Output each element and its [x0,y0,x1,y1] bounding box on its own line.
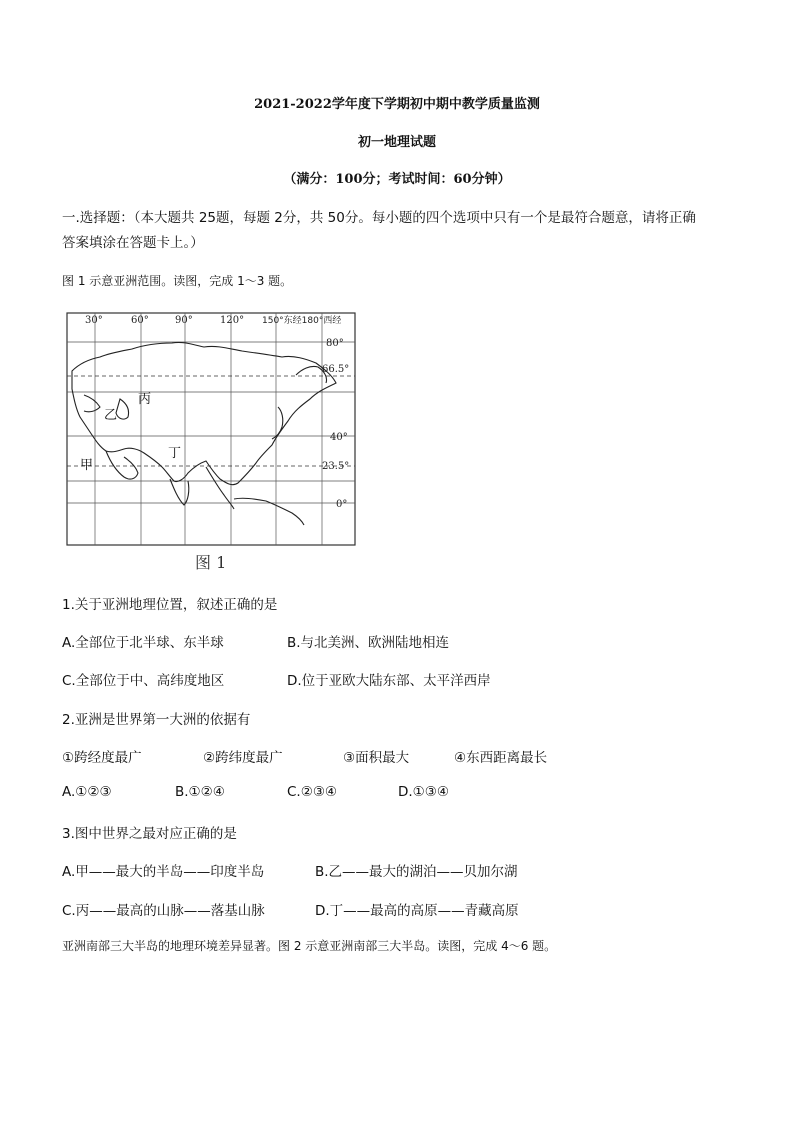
exam-title: 2021-2022学年度下学期初中期中教学质量监测 [254,97,540,112]
lon-label-30: 30° [85,315,103,326]
lon-label-90: 90° [175,315,193,326]
q2-stem: 2.亚洲是世界第一大洲的依据有 [62,712,251,728]
q2-option-a: A.①②③ [62,784,112,800]
q1-option-c: C.全部位于中、高纬度地区 [62,673,225,689]
lat-label-40: 40° [330,432,348,443]
q2-statement-3: ③面积最大 [343,750,410,766]
lat-label-0: 0° [336,499,348,510]
q3-option-a: A.甲——最大的半岛——印度半岛 [62,864,265,880]
q3-option-b: B.乙——最大的湖泊——贝加尔湖 [315,864,518,880]
lat-label-66-5: 66.5° [322,364,350,375]
map-frame [67,313,355,545]
q3-option-d: D.丁——最高的高原——青藏高原 [315,903,519,919]
figure1-intro: 图 1 示意亚洲范围。读图，完成 1～3 题。 [62,274,293,288]
lat-label-23-5: 23.5° [322,461,350,472]
q2-statement-1: ①跨经度最广 [62,750,142,766]
region-label-yi: 乙 [104,408,118,423]
q1-option-a: A.全部位于北半球、东半球 [62,635,224,651]
q3-stem: 3.图中世界之最对应正确的是 [62,826,237,842]
q1-option-d: D.位于亚欧大陆东部、太平洋西岸 [287,673,491,689]
q3-option-c: C.丙——最高的山脉——落基山脉 [62,903,265,919]
section-instruction-line1: 一.选择题：（本大题共 25题，每题 2分，共 50分。每小题的四个选项中只有一个是最符合题意，请将正确 [62,210,696,226]
q1-stem: 1.关于亚洲地理位置，叙述正确的是 [62,597,278,613]
q2-statement-4: ④东西距离最长 [454,750,548,766]
region-label-ding: 丁 [168,446,182,461]
asia-map-figure [66,311,358,547]
exam-subject: 初一地理试题 [357,135,436,150]
region-label-bing: 丙 [138,392,152,407]
asia-map [66,311,358,547]
q2-option-c: C.②③④ [287,784,338,800]
score-info: （满分：100分；考试时间：60分钟） [283,172,511,187]
q2-option-d: D.①③④ [398,784,449,800]
q2-statement-2: ②跨纬度最广 [203,750,283,766]
q2-option-b: B.①②④ [175,784,225,800]
q1-option-b: B.与北美洲、欧洲陆地相连 [287,635,450,651]
lon-label-150-180: 150°东经180°西经 [262,316,342,326]
section-instruction-line2: 答案填涂在答题卡上。） [62,235,204,251]
figure1-caption: 图 1 [195,553,227,572]
lon-label-120: 120° [220,315,245,326]
figure2-intro: 亚洲南部三大半岛的地理环境差异显著。图 2 示意亚洲南部三大半岛。读图，完成 4～6 题。 [62,939,557,953]
region-label-jia: 甲 [80,458,94,473]
lat-label-80: 80° [326,338,344,349]
lon-label-60: 60° [131,315,149,326]
